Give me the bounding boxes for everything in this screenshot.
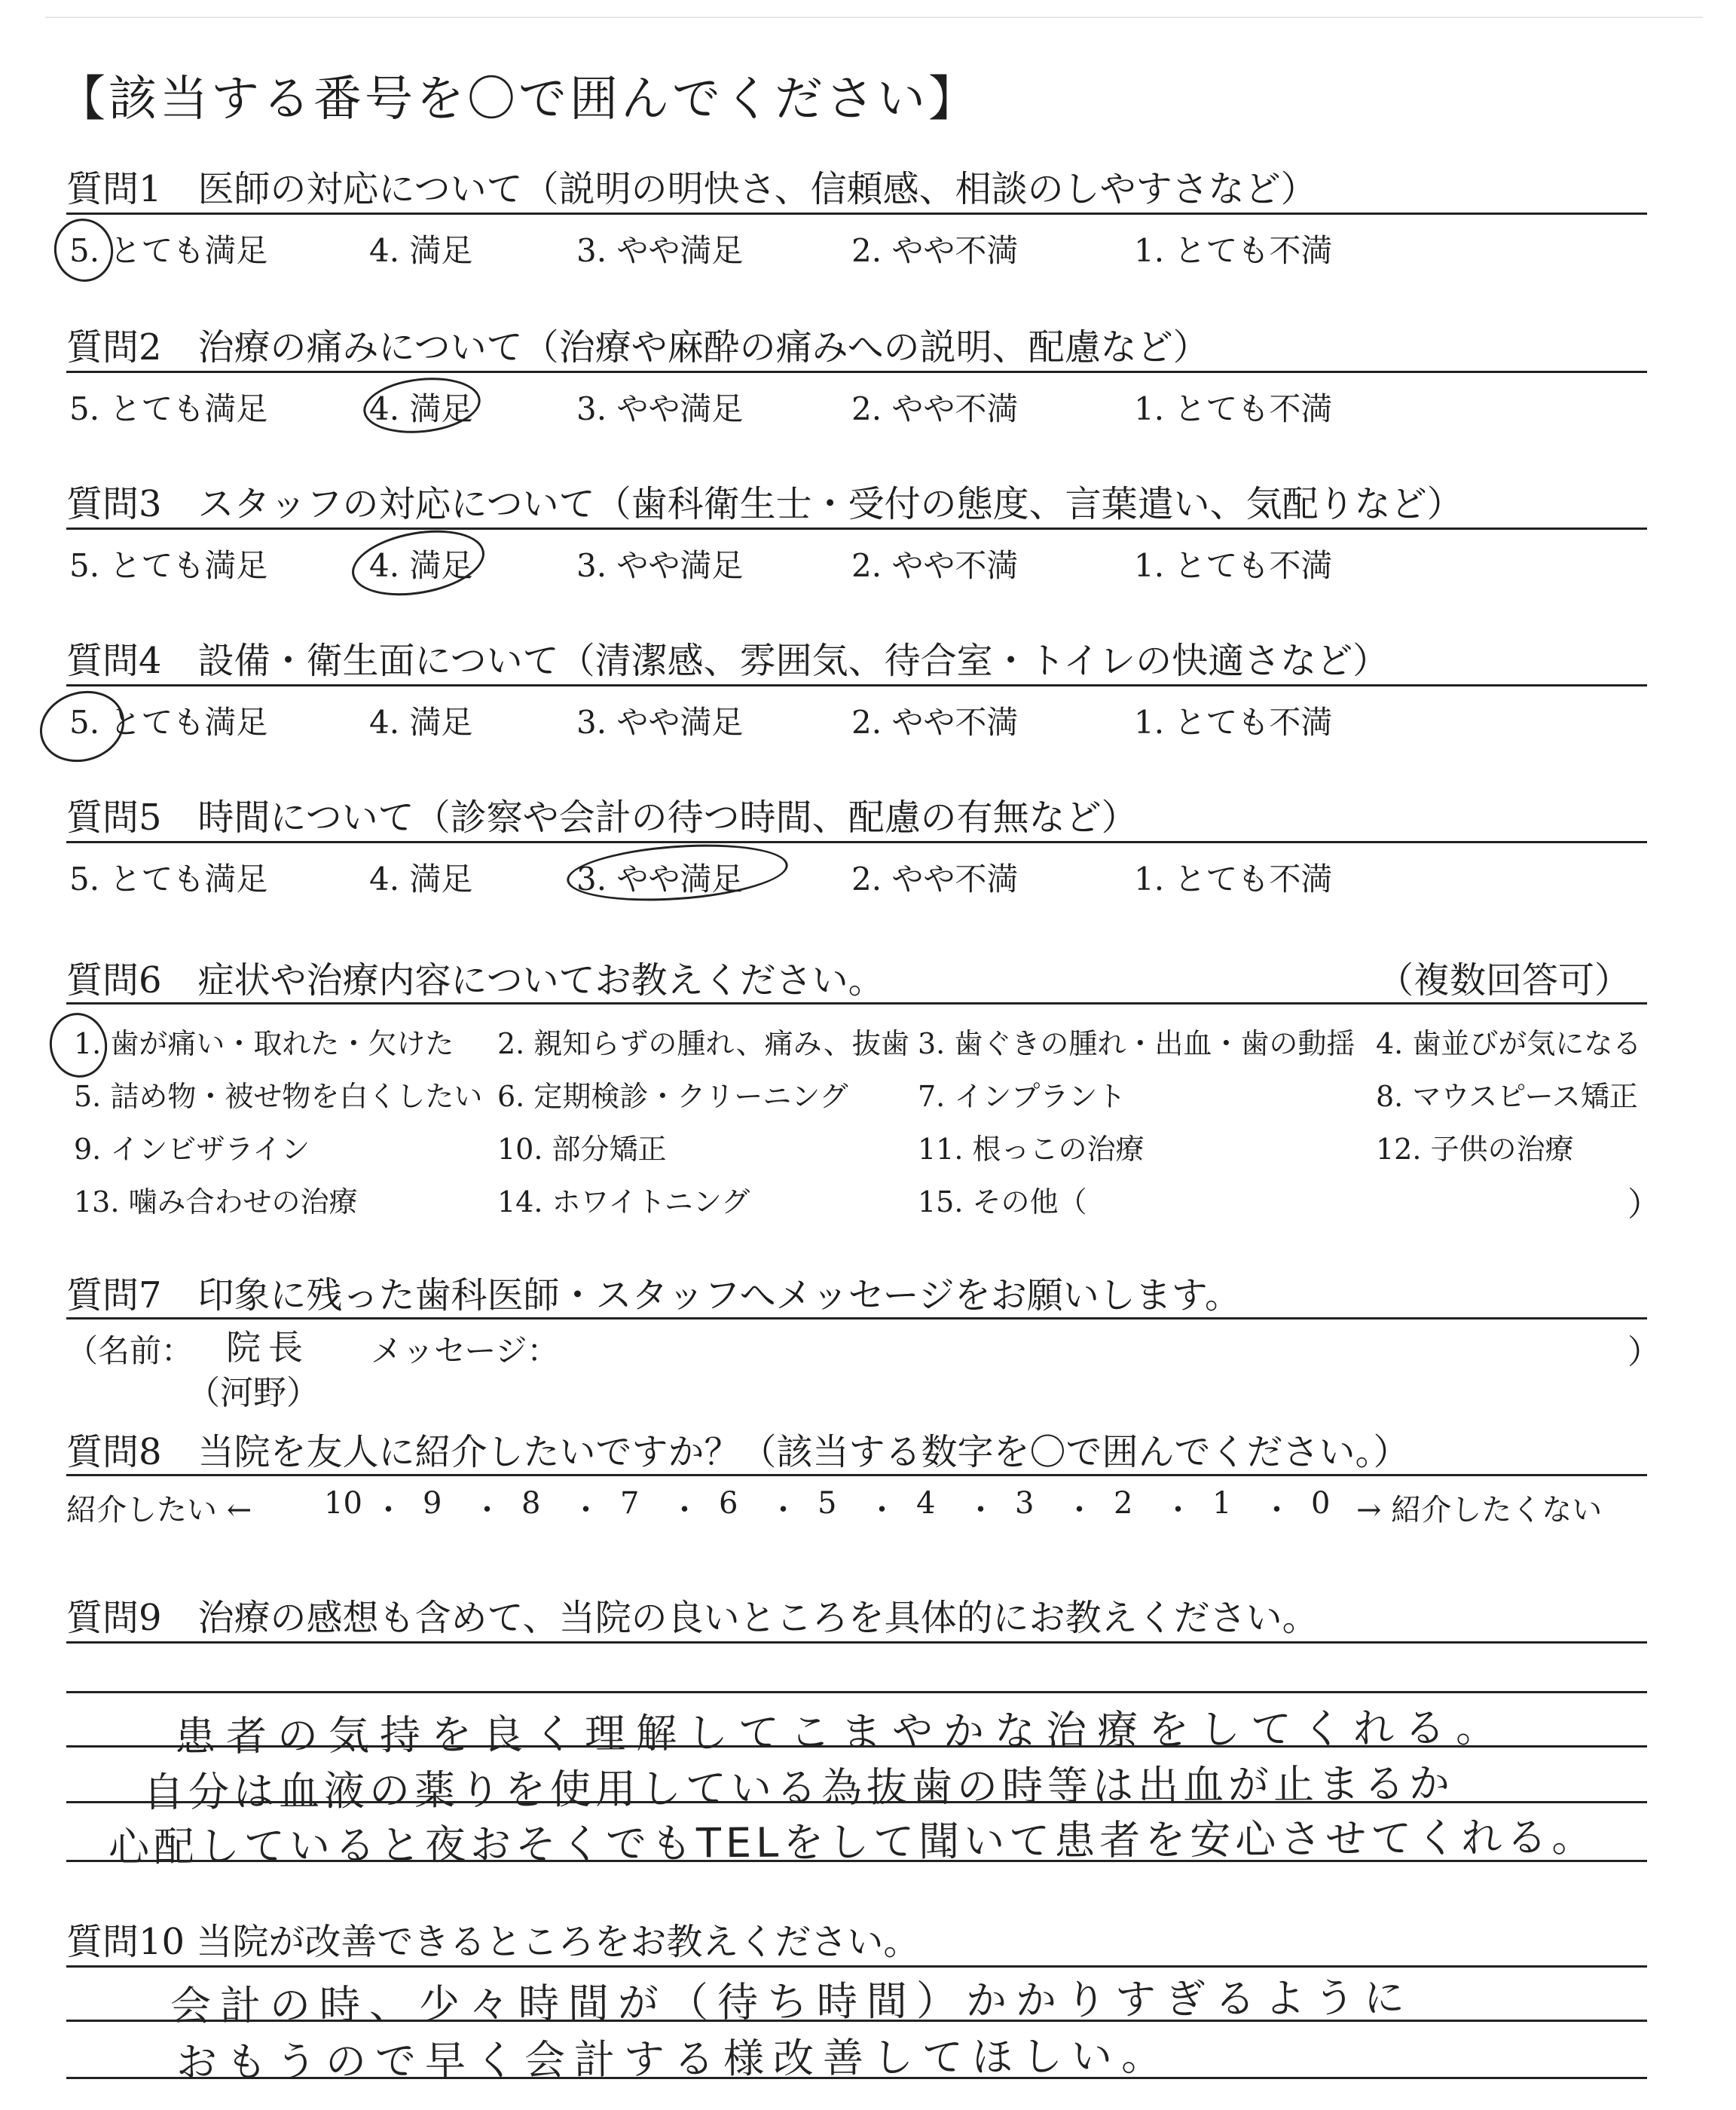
q2-option-5[interactable]: 5. とても満足	[69, 390, 268, 427]
q6-option-12[interactable]: 12. 子供の治療	[1376, 1133, 1574, 1166]
q4-option-5[interactable]: 5. とても満足	[69, 704, 268, 741]
question-2-title: 質問2 治療の痛みについて（治療や麻酔の痛みへの説明、配慮など）	[66, 326, 1209, 368]
question-9-line-1	[66, 1691, 1647, 1693]
question-9-title: 質問9 治療の感想も含めて、当院の良いところを具体的にお教えください。	[66, 1597, 1319, 1639]
q8-scale-separator: ・	[866, 1493, 897, 1527]
question-2-rule	[66, 371, 1647, 373]
q8-scale-value[interactable]: 7	[620, 1486, 640, 1521]
q2-option-2[interactable]: 2. やや不満	[851, 390, 1019, 427]
question-8-rule	[66, 1474, 1647, 1476]
question-3-rule	[66, 528, 1647, 530]
q6-other-close-paren: ）	[1628, 1185, 1661, 1224]
q8-scale-separator: ・	[570, 1493, 601, 1527]
q3-option-5[interactable]: 5. とても満足	[69, 547, 268, 584]
q1-option-5[interactable]: 5. とても満足	[69, 232, 268, 269]
q1-option-4[interactable]: 4. 満足	[369, 232, 473, 269]
q2-option-1[interactable]: 1. とても不満	[1134, 390, 1333, 427]
q6-option-2[interactable]: 2. 親知らずの腫れ、痛み、抜歯	[497, 1027, 909, 1060]
q6-option-15[interactable]: 15. その他（	[918, 1185, 1087, 1219]
q6-selection-circle	[44, 1008, 112, 1082]
question-7-rule	[66, 1317, 1647, 1320]
question-4-rule	[66, 684, 1647, 687]
q9-answer-line-2: 自分は血液の薬りを使用している為抜歯の時等は出血が止まるか	[142, 1759, 1455, 1817]
q3-option-2[interactable]: 2. やや不満	[851, 547, 1019, 584]
q4-option-1[interactable]: 1. とても不満	[1134, 704, 1333, 741]
question-3-title: 質問3 スタッフの対応について（歯科衛生士・受付の態度、言葉遣い、気配りなど）	[66, 483, 1463, 525]
q1-selection-circle	[48, 213, 119, 287]
q9-answer-line-1: 患者の気持を良く理解してこまやかな治療をしてくれる。	[174, 1703, 1508, 1761]
q3-option-3[interactable]: 3. やや満足	[576, 547, 744, 584]
q8-scale-separator: ・	[965, 1493, 996, 1527]
q4-selection-circle	[31, 680, 134, 773]
q8-scale-value[interactable]: 9	[423, 1486, 442, 1521]
q10-answer-line-1: 会計の時、少々時間が（待ち時間）かかりすぎるように	[170, 1974, 1414, 2030]
scan-top-edge	[45, 17, 1703, 18]
q4-option-3[interactable]: 3. やや満足	[576, 704, 744, 741]
q8-scale-value[interactable]: 0	[1311, 1486, 1331, 1521]
q6-option-1[interactable]: 1. 歯が痛い・取れた・欠けた	[74, 1027, 454, 1060]
q7-name-handwritten-2: （河野）	[187, 1374, 319, 1412]
q8-scale-value[interactable]: 3	[1015, 1486, 1035, 1521]
q5-option-1[interactable]: 1. とても不満	[1134, 861, 1333, 898]
q7-name-label: （名前：	[66, 1332, 194, 1369]
q5-option-4[interactable]: 4. 満足	[369, 861, 473, 898]
q7-close-paren: ）	[1628, 1333, 1661, 1372]
q4-option-4[interactable]: 4. 満足	[369, 704, 473, 741]
q3-option-1[interactable]: 1. とても不満	[1134, 547, 1333, 584]
q10-answer-line-2: おもうので早く会計する様改善してほしい。	[176, 2032, 1172, 2087]
q5-option-5[interactable]: 5. とても満足	[69, 861, 268, 898]
q6-option-11[interactable]: 11. 根っこの治療	[918, 1133, 1145, 1166]
q6-option-5[interactable]: 5. 詰め物・被せ物を白くしたい	[74, 1080, 483, 1113]
q6-option-10[interactable]: 10. 部分矯正	[497, 1133, 667, 1166]
q6-option-14[interactable]: 14. ホワイトニング	[497, 1185, 750, 1219]
q8-scale-separator: ・	[768, 1493, 799, 1527]
q6-option-3[interactable]: 3. 歯ぐきの腫れ・出血・歯の動揺	[918, 1027, 1355, 1060]
q3-option-4[interactable]: 4. 満足	[369, 547, 473, 584]
q8-scale-value[interactable]: 4	[916, 1486, 936, 1521]
q8-right-label: → 紹介したくない	[1356, 1493, 1603, 1527]
question-1-title: 質問1 医師の対応について（説明の明快さ、信頼感、相談のしやすさなど）	[66, 168, 1317, 210]
question-5-title: 質問5 時間について（診察や会計の待つ時間、配慮の有無など）	[66, 797, 1138, 839]
q6-option-6[interactable]: 6. 定期検診・クリーニング	[497, 1080, 848, 1113]
question-5-rule	[66, 841, 1647, 843]
question-6-note: （複数回答可）	[1377, 959, 1631, 1001]
question-7-title: 質問7 印象に残った歯科医師・スタッフへメッセージをお願いします。	[66, 1274, 1241, 1316]
q8-scale-separator: ・	[472, 1493, 503, 1527]
q4-option-2[interactable]: 2. やや不満	[851, 704, 1019, 741]
q8-scale-separator: ・	[373, 1493, 404, 1527]
q6-option-8[interactable]: 8. マウスピース矯正	[1376, 1080, 1638, 1113]
question-4-title: 質問4 設備・衛生面について（清潔感、雰囲気、待合室・トイレの快適さなど）	[66, 640, 1389, 682]
question-6-rule	[66, 1002, 1647, 1005]
q7-message-label: メッセージ：	[371, 1332, 559, 1369]
q8-scale-separator: ・	[1064, 1493, 1095, 1527]
q9-answer-line-3: 心配していると夜おそくでもTELをして聞いて患者を安心させてくれる。	[108, 1813, 1597, 1871]
q6-option-9[interactable]: 9. インビザライン	[74, 1133, 310, 1166]
q5-selection-circle	[565, 838, 790, 907]
q6-option-4[interactable]: 4. 歯並びが気になる	[1376, 1027, 1642, 1060]
q8-scale-value[interactable]: 5	[818, 1486, 837, 1521]
q8-scale-value[interactable]: 2	[1114, 1486, 1133, 1521]
q5-option-2[interactable]: 2. やや不満	[851, 861, 1019, 898]
question-10-title: 質問10 当院が改善できるところをお教えください。	[66, 1921, 920, 1963]
question-1-rule	[66, 213, 1647, 215]
question-6-title: 質問6 症状や治療内容についてお教えください。	[66, 959, 885, 1001]
q3-selection-circle	[347, 521, 490, 605]
q7-name-handwritten-1: 院長	[226, 1327, 310, 1368]
page-header: 【該当する番号を〇で囲んでください】	[57, 72, 980, 127]
question-8-title: 質問8 当院を友人に紹介したいですか？（該当する数字を〇で囲んでください。）	[66, 1431, 1410, 1473]
q5-option-3[interactable]: 3. やや満足	[576, 861, 744, 898]
q8-scale-separator: ・	[1163, 1493, 1194, 1527]
q8-scale-value[interactable]: 8	[521, 1486, 541, 1521]
q8-scale-value[interactable]: 1	[1212, 1486, 1232, 1521]
q8-scale-separator: ・	[669, 1493, 700, 1527]
q8-scale-value[interactable]: 6	[719, 1486, 738, 1521]
q6-option-13[interactable]: 13. 噛み合わせの治療	[74, 1185, 358, 1219]
question-9-rule	[66, 1641, 1647, 1644]
q1-option-3[interactable]: 3. やや満足	[576, 232, 744, 269]
q1-option-1[interactable]: 1. とても不満	[1134, 232, 1333, 269]
q1-option-2[interactable]: 2. やや不満	[851, 232, 1019, 269]
q2-option-3[interactable]: 3. やや満足	[576, 390, 744, 427]
q6-option-7[interactable]: 7. インプラント	[918, 1080, 1126, 1113]
q8-scale-value[interactable]: 10	[324, 1486, 362, 1521]
q2-option-4[interactable]: 4. 満足	[369, 390, 473, 427]
q8-scale-separator: ・	[1261, 1493, 1292, 1527]
q8-left-label: 紹介したい ←	[66, 1493, 252, 1527]
